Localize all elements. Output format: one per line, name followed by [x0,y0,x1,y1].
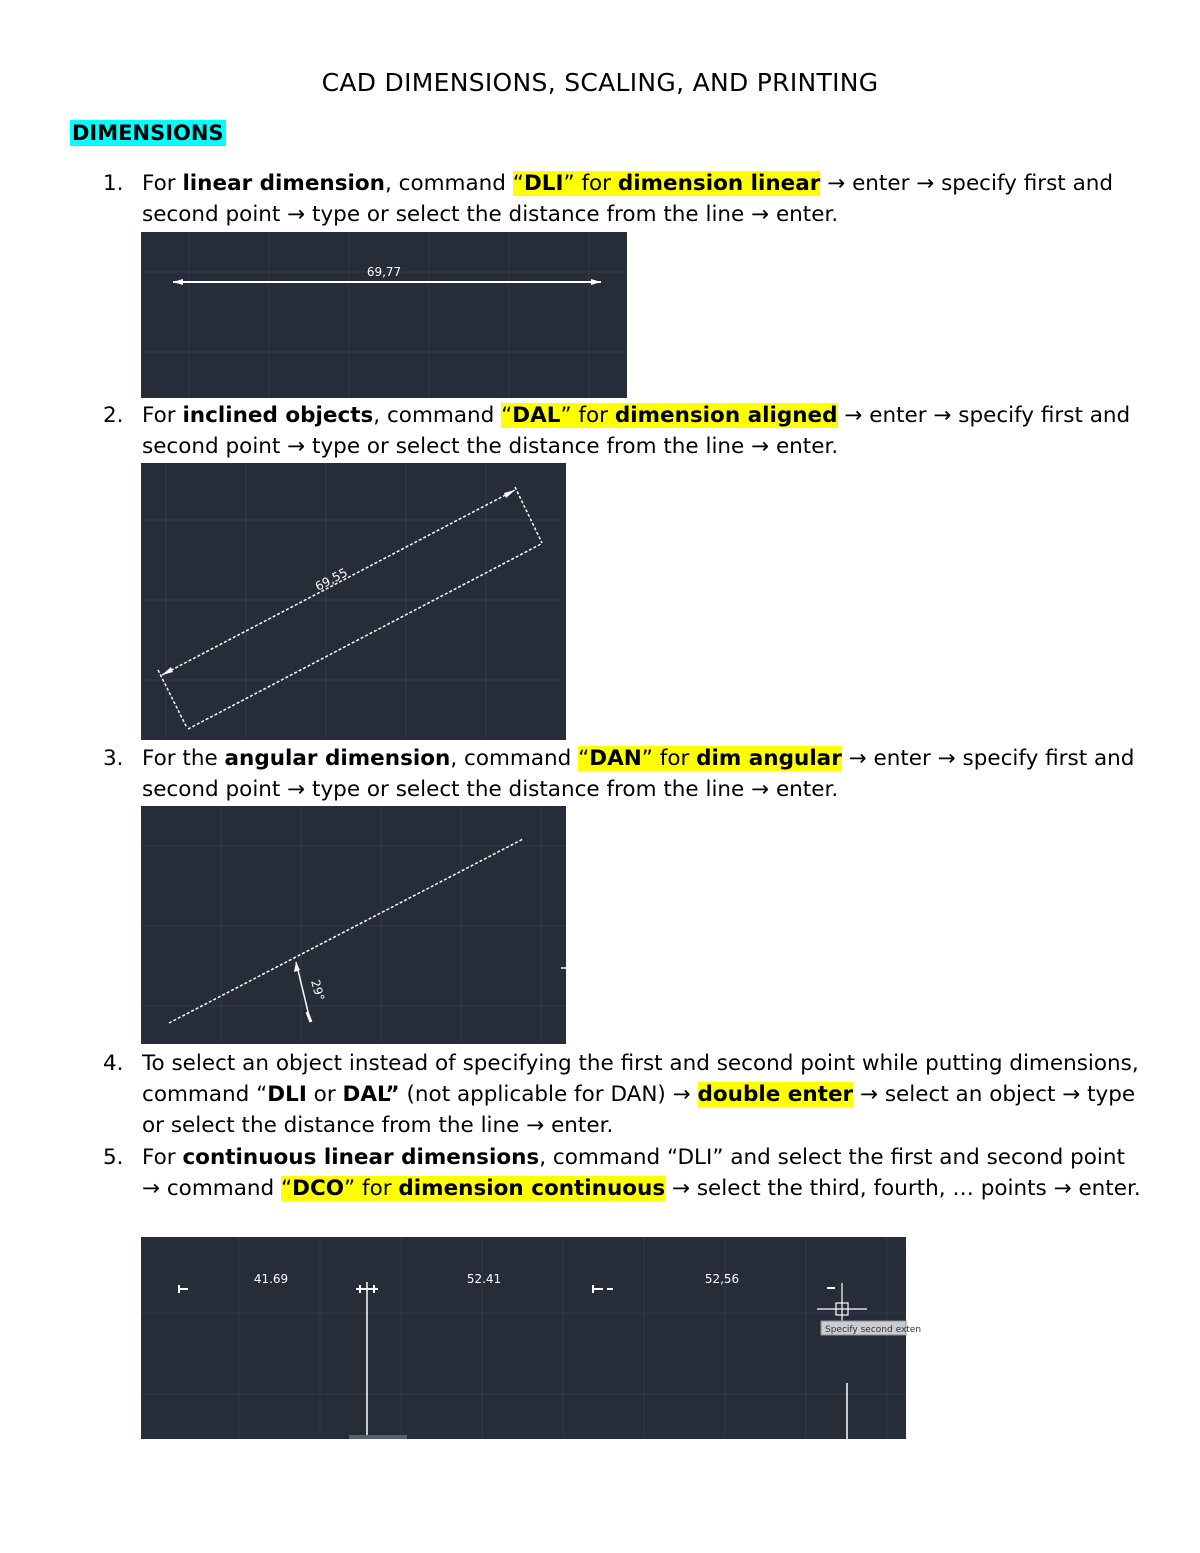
page-title: CAD DIMENSIONS, SCALING, AND PRINTING [321,68,879,97]
list-item-text: For inclined objects, command “DAL” for dimension aligned → enter → specify first and second point → type or select the distance from the line → enter. [142,403,1131,459]
highlight: double enter [697,1082,854,1107]
list-number: 2. [103,403,124,428]
highlight: “DAL” for dimension aligned [501,403,838,428]
list-item-text: For linear dimension, command “DLI” for dimension linear → enter → specify first and second point → type or select the distance from the line → enter. [142,171,1114,227]
dimension-label: 69,55 [312,565,350,594]
highlight: “DLI” for dimension linear [512,171,821,196]
dimension-label: 29° [308,978,328,1003]
dimension-label: 52,56 [704,1272,740,1286]
list-item-text: For continuous linear dimensions, command “DLI” and select the first and second point → command “DCO” for dimension continuous → select the third, fourth, … points → enter. [142,1145,1141,1201]
highlight: “DCO” for dimension continuous [281,1176,666,1201]
list-number: 5. [103,1145,124,1170]
dimension-label: 52.41 [466,1272,502,1286]
dimension-label: 69,77 [366,265,402,279]
cad-screenshot-angular [141,806,566,1044]
cad-screenshot-linear [141,232,627,398]
section-heading-dimensions: DIMENSIONS [72,121,224,145]
list-number: 4. [103,1051,124,1076]
list-item-text: To select an object instead of specifying the first and second point while putting dimensions, command “DLI or DAL” (not applicable for DAN) → double enter → select an object → type or select the distance from the line → enter. [142,1051,1139,1138]
highlight: “DAN” for dim angular [578,746,842,771]
dimension-label: 41.69 [253,1272,289,1286]
cad-screenshot-aligned [141,463,566,740]
tooltip-text: Specify second exten [825,1325,922,1335]
cad-screenshot-continuous [141,1237,922,1439]
list-number: 1. [103,171,124,196]
list-number: 3. [103,746,124,771]
list-item-text: For the angular dimension, command “DAN” for dim angular → enter → specify first and second point → type or select the distance from the line → enter. [142,746,1135,802]
